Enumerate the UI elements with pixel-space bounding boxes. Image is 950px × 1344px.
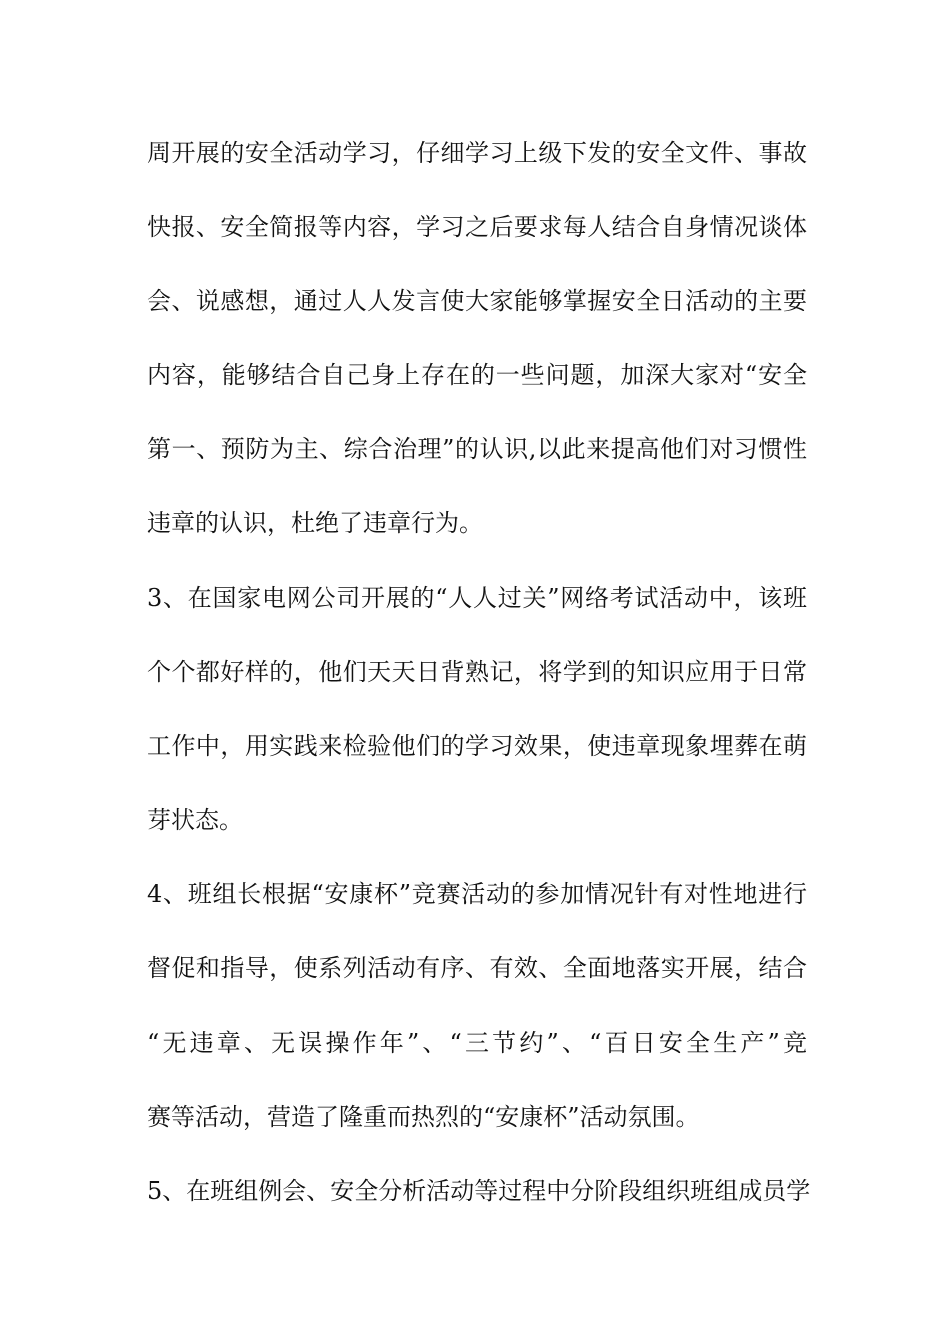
text-line: “无违章、无误操作年”、“三节约”、“百日安全生产”竞 <box>147 1029 807 1057</box>
text-line: 督促和指导，使系列活动有序、有效、全面地落实开展，结合 <box>147 954 807 982</box>
text-line: 快报、安全简报等内容，学习之后要求每人结合自身情况谈体 <box>147 213 807 241</box>
text-line: 5、在班组例会、安全分析活动等过程中分阶段组织班组成员学 <box>147 1177 811 1205</box>
text-line: 会、说感想，通过人人发言使大家能够掌握安全日活动的主要 <box>147 287 807 315</box>
text-line: 工作中，用实践来检验他们的学习效果，使违章现象埋葬在萌 <box>147 732 807 760</box>
text-line: 周开展的安全活动学习，仔细学习上级下发的安全文件、事故 <box>147 139 807 167</box>
text-line: 第一、预防为主、综合治理”的认识,以此来提高他们对习惯性 <box>147 435 807 463</box>
text-line: 违章的认识，杜绝了违章行为。 <box>147 509 483 537</box>
text-line: 芽状态。 <box>147 806 243 834</box>
text-line: 3、在国家电网公司开展的“人人过关”网络考试活动中，该班 <box>147 584 807 612</box>
text-line: 内容，能够结合自己身上存在的一些问题，加深大家对“安全 <box>147 361 807 389</box>
text-line: 赛等活动，营造了隆重而热烈的“安康杯”活动氛围。 <box>147 1103 700 1131</box>
text-line: 个个都好样的，他们天天日背熟记，将学到的知识应用于日常 <box>147 658 807 686</box>
text-line: 4、班组长根据“安康杯”竞赛活动的参加情况针有对性地进行 <box>147 880 807 908</box>
